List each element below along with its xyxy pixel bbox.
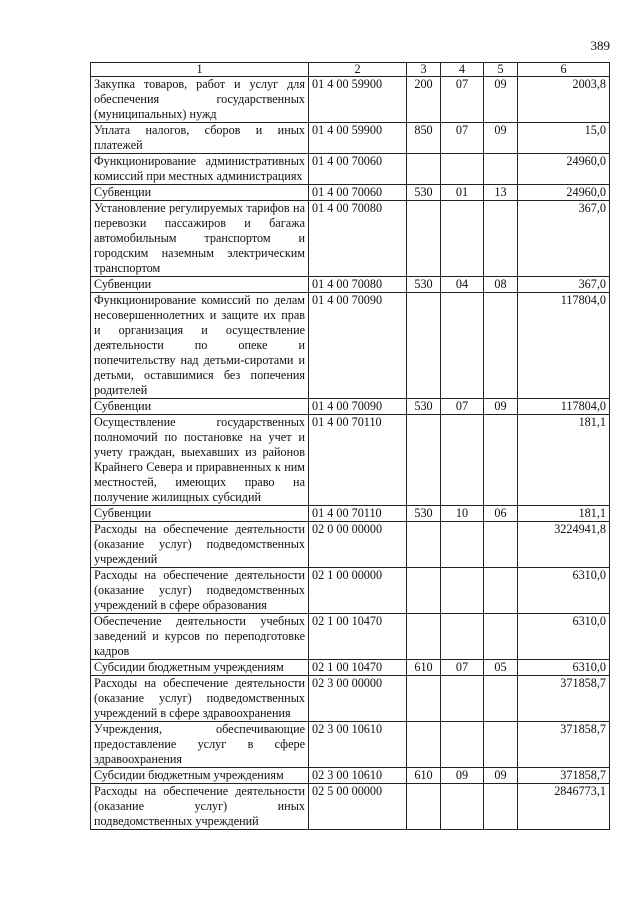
item-code-cell: 01 4 00 70080: [309, 201, 407, 277]
subsection-code-cell: 09: [484, 123, 518, 154]
amount-cell: 6310,0: [518, 660, 610, 676]
item-code-cell: 01 4 00 70060: [309, 185, 407, 201]
section-code-cell: 07: [441, 399, 484, 415]
section-code-cell: 07: [441, 660, 484, 676]
amount-cell: 15,0: [518, 123, 610, 154]
expense-type-cell: 200: [407, 77, 441, 123]
subsection-code-cell: 13: [484, 185, 518, 201]
subsection-code-cell: [484, 568, 518, 614]
table-row: [91, 185, 610, 201]
table-row: [91, 123, 610, 154]
expense-type-cell: [407, 415, 441, 506]
expense-type-cell: 530: [407, 185, 441, 201]
amount-cell: 371858,7: [518, 768, 610, 784]
table-row: [91, 277, 610, 293]
item-code-cell: 02 3 00 00000: [309, 676, 407, 722]
header-cell: 2: [309, 63, 407, 77]
header-cell: 6: [518, 63, 610, 77]
item-name-cell: Расходы на обеспечение деятельности (оказание услуг) иных подведомственных учреждений: [91, 784, 309, 830]
amount-cell: 6310,0: [518, 568, 610, 614]
amount-cell: 367,0: [518, 201, 610, 277]
table-row: [91, 201, 610, 277]
expense-type-cell: [407, 522, 441, 568]
subsection-code-cell: 09: [484, 399, 518, 415]
header-cell: 5: [484, 63, 518, 77]
amount-cell: 6310,0: [518, 614, 610, 660]
table-row: [91, 415, 610, 506]
item-name-cell: Расходы на обеспечение деятельности (оказание услуг) подведомственных учреждений в сфере здравоохранения: [91, 676, 309, 722]
budget-table: [90, 62, 610, 830]
section-code-cell: [441, 522, 484, 568]
page-number: 389: [590, 38, 610, 53]
item-code-cell: 01 4 00 70090: [309, 399, 407, 415]
section-code-cell: [441, 154, 484, 185]
item-code-cell: 01 4 00 59900: [309, 123, 407, 154]
subsection-code-cell: [484, 784, 518, 830]
item-name-cell: Субвенции: [91, 185, 309, 201]
subsection-code-cell: 09: [484, 77, 518, 123]
section-code-cell: 07: [441, 77, 484, 123]
table-row: [91, 522, 610, 568]
subsection-code-cell: [484, 415, 518, 506]
item-name-cell: Учреждения, обеспечивающие предоставление услуг в сфере здравоохранения: [91, 722, 309, 768]
subsection-code-cell: [484, 722, 518, 768]
amount-cell: 371858,7: [518, 722, 610, 768]
item-code-cell: 02 1 00 10470: [309, 614, 407, 660]
expense-type-cell: [407, 614, 441, 660]
subsection-code-cell: 05: [484, 660, 518, 676]
amount-cell: 181,1: [518, 415, 610, 506]
item-code-cell: 02 1 00 00000: [309, 568, 407, 614]
item-name-cell: Расходы на обеспечение деятельности (оказание услуг) подведомственных учреждений: [91, 522, 309, 568]
amount-cell: 3224941,8: [518, 522, 610, 568]
section-code-cell: [441, 201, 484, 277]
expense-type-cell: [407, 676, 441, 722]
table-row: [91, 154, 610, 185]
amount-cell: 24960,0: [518, 185, 610, 201]
section-code-cell: [441, 293, 484, 399]
subsection-code-cell: 09: [484, 768, 518, 784]
expense-type-cell: 530: [407, 506, 441, 522]
item-code-cell: 01 4 00 70060: [309, 154, 407, 185]
table-row: [91, 399, 610, 415]
table-row: [91, 660, 610, 676]
subsection-code-cell: [484, 676, 518, 722]
expense-type-cell: 610: [407, 768, 441, 784]
table-row: [91, 722, 610, 768]
amount-cell: 117804,0: [518, 293, 610, 399]
section-code-cell: [441, 784, 484, 830]
table-row: [91, 676, 610, 722]
item-code-cell: 01 4 00 70110: [309, 415, 407, 506]
item-name-cell: Закупка товаров, работ и услуг для обеспечения государственных (муниципальных) нужд: [91, 77, 309, 123]
table-header-row: [91, 63, 610, 77]
amount-cell: 117804,0: [518, 399, 610, 415]
amount-cell: 371858,7: [518, 676, 610, 722]
expense-type-cell: 530: [407, 277, 441, 293]
amount-cell: 2003,8: [518, 77, 610, 123]
section-code-cell: [441, 614, 484, 660]
item-code-cell: 02 5 00 00000: [309, 784, 407, 830]
expense-type-cell: [407, 568, 441, 614]
amount-cell: 2846773,1: [518, 784, 610, 830]
section-code-cell: [441, 415, 484, 506]
item-code-cell: 01 4 00 59900: [309, 77, 407, 123]
table-body: [91, 77, 610, 830]
amount-cell: 367,0: [518, 277, 610, 293]
header-cell: 3: [407, 63, 441, 77]
expense-type-cell: 530: [407, 399, 441, 415]
expense-type-cell: [407, 784, 441, 830]
item-name-cell: Уплата налогов, сборов и иных платежей: [91, 123, 309, 154]
table-row: [91, 568, 610, 614]
section-code-cell: 01: [441, 185, 484, 201]
table-row: [91, 768, 610, 784]
table-row: [91, 784, 610, 830]
item-name-cell: Осуществление государственных полномочий по постановке на учет и учету граждан, выехавших из районов Крайнего Севера и приравненных к ним местностей, имеющих право на получение жилищных субсидий: [91, 415, 309, 506]
subsection-code-cell: [484, 154, 518, 185]
subsection-code-cell: 08: [484, 277, 518, 293]
item-code-cell: 02 1 00 10470: [309, 660, 407, 676]
header-cell: 1: [91, 63, 309, 77]
item-name-cell: Функционирование комиссий по делам несовершеннолетних и защите их прав и организация и осуществление деятельности по опеке и попечительству над детьми-сиротами и детьми, оставшимися без попечения родителей: [91, 293, 309, 399]
subsection-code-cell: [484, 201, 518, 277]
header-cell: 4: [441, 63, 484, 77]
item-name-cell: Субсидии бюджетным учреждениям: [91, 768, 309, 784]
item-code-cell: 01 4 00 70110: [309, 506, 407, 522]
section-code-cell: [441, 676, 484, 722]
table-row: [91, 506, 610, 522]
item-code-cell: 02 0 00 00000: [309, 522, 407, 568]
section-code-cell: 09: [441, 768, 484, 784]
item-code-cell: 02 3 00 10610: [309, 722, 407, 768]
section-code-cell: 07: [441, 123, 484, 154]
item-name-cell: Установление регулируемых тарифов на перевозки пассажиров и багажа автомобильным транспортом и городским наземным электрическим транспортом: [91, 201, 309, 277]
section-code-cell: [441, 568, 484, 614]
item-name-cell: Субсидии бюджетным учреждениям: [91, 660, 309, 676]
item-name-cell: Функционирование административных комиссий при местных администрациях: [91, 154, 309, 185]
table-row: [91, 77, 610, 123]
amount-cell: 24960,0: [518, 154, 610, 185]
item-name-cell: Субвенции: [91, 399, 309, 415]
expense-type-cell: [407, 201, 441, 277]
subsection-code-cell: [484, 614, 518, 660]
subsection-code-cell: 06: [484, 506, 518, 522]
item-name-cell: Расходы на обеспечение деятельности (оказание услуг) подведомственных учреждений в сфере образования: [91, 568, 309, 614]
subsection-code-cell: [484, 522, 518, 568]
expense-type-cell: [407, 154, 441, 185]
amount-cell: 181,1: [518, 506, 610, 522]
item-name-cell: Субвенции: [91, 277, 309, 293]
table-row: [91, 614, 610, 660]
expense-type-cell: 850: [407, 123, 441, 154]
table-row: [91, 293, 610, 399]
item-name-cell: Субвенции: [91, 506, 309, 522]
section-code-cell: [441, 722, 484, 768]
section-code-cell: 04: [441, 277, 484, 293]
expense-type-cell: [407, 293, 441, 399]
expense-type-cell: 610: [407, 660, 441, 676]
subsection-code-cell: [484, 293, 518, 399]
item-code-cell: 01 4 00 70090: [309, 293, 407, 399]
item-name-cell: Обеспечение деятельности учебных заведений и курсов по переподготовке кадров: [91, 614, 309, 660]
item-code-cell: 01 4 00 70080: [309, 277, 407, 293]
expense-type-cell: [407, 722, 441, 768]
item-code-cell: 02 3 00 10610: [309, 768, 407, 784]
section-code-cell: 10: [441, 506, 484, 522]
